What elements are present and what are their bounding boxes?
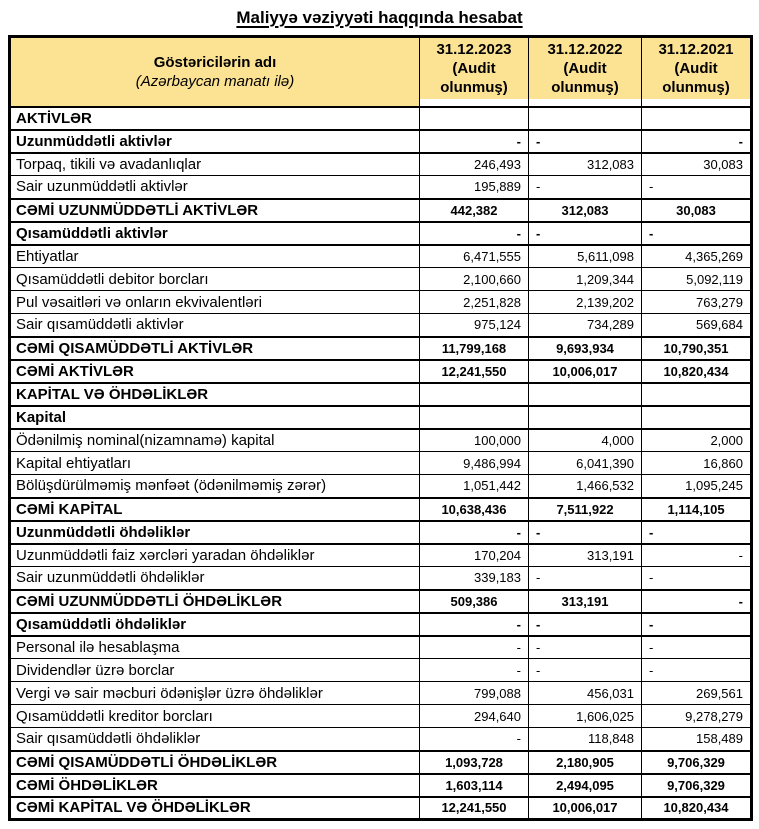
table-row	[10, 682, 752, 705]
row-label: CƏMİ UZUNMÜDDƏTLİ AKTİVLƏR	[10, 199, 420, 222]
table-row	[10, 475, 752, 498]
value-cell-2022: 313,191	[529, 590, 642, 613]
row-label: Sair uzunmüddətli aktivlər	[10, 176, 420, 199]
value-cell-2022	[529, 406, 642, 429]
row-label: CƏMİ QISAMÜDDƏTLİ ÖHDƏLİKLƏR	[10, 751, 420, 774]
header-indicator-label: Göstəricilərin adı	[153, 53, 277, 71]
value-cell-2022: -	[529, 636, 642, 659]
table-row	[10, 268, 752, 291]
value-cell-2023: 12,241,550	[420, 797, 529, 820]
value-cell-2021: 9,278,279	[642, 705, 752, 728]
value-cell-2023: -	[420, 636, 529, 659]
value-cell-2023: -	[420, 659, 529, 682]
row-label: Vergi və sair məcburi ödənişlər üzrə öhdəliklər	[10, 682, 420, 705]
financial-statement-page	[0, 7, 759, 829]
value-cell-2022: 734,289	[529, 314, 642, 337]
table-row	[10, 567, 752, 590]
value-cell-2022: 312,083	[529, 153, 642, 176]
value-cell-2021: -	[642, 567, 752, 590]
header-cell-2021-box	[642, 38, 750, 99]
value-cell-2023: 442,382	[420, 199, 529, 222]
row-label: CƏMİ AKTİVLƏR	[10, 360, 420, 383]
table-row	[10, 728, 752, 751]
value-cell-2023: 294,640	[420, 705, 529, 728]
header-note-2022: (Audit olunmuş)	[551, 60, 619, 96]
table-row	[10, 498, 752, 521]
table-row	[10, 590, 752, 613]
value-cell-2021: 10,820,434	[642, 360, 752, 383]
value-cell-2023: 1,051,442	[420, 475, 529, 498]
table-row	[10, 199, 752, 222]
row-label: Personal ilə hesablaşma	[10, 636, 420, 659]
row-label: Torpaq, tikili və avadanlıqlar	[10, 153, 420, 176]
value-cell-2021: -	[642, 222, 752, 245]
header-date-2023: 31.12.2023	[436, 41, 512, 58]
value-cell-2021: 158,489	[642, 728, 752, 751]
value-cell-2022: 10,006,017	[529, 360, 642, 383]
table-row	[10, 797, 752, 820]
table-row	[10, 314, 752, 337]
value-cell-2022: 6,041,390	[529, 452, 642, 475]
value-cell-2021: 569,684	[642, 314, 752, 337]
value-cell-2021: 5,092,119	[642, 268, 752, 291]
value-cell-2023: 2,251,828	[420, 291, 529, 314]
table-header	[10, 37, 752, 107]
table-row	[10, 383, 752, 406]
value-cell-2021: -	[642, 544, 752, 567]
value-cell-2022	[529, 383, 642, 406]
table-row	[10, 751, 752, 774]
value-cell-2022: 5,611,098	[529, 245, 642, 268]
value-cell-2023: 6,471,555	[420, 245, 529, 268]
table-row	[10, 636, 752, 659]
value-cell-2022	[529, 107, 642, 130]
row-label: Pul vəsaitləri və onların ekvivalentləri	[10, 291, 420, 314]
value-cell-2021	[642, 383, 752, 406]
value-cell-2022: -	[529, 659, 642, 682]
header-cell-2023	[420, 37, 529, 107]
row-label: Qısamüddətli debitor borcları	[10, 268, 420, 291]
table-row	[10, 452, 752, 475]
value-cell-2023: 339,183	[420, 567, 529, 590]
value-cell-2022: 7,511,922	[529, 498, 642, 521]
row-label: Sair qısamüddətli aktivlər	[10, 314, 420, 337]
value-cell-2021: 4,365,269	[642, 245, 752, 268]
row-label: Ödənilmiş nominal(nizamnamə) kapital	[10, 429, 420, 452]
header-date-2022: 31.12.2022	[547, 41, 623, 58]
value-cell-2022: 4,000	[529, 429, 642, 452]
value-cell-2023: 2,100,660	[420, 268, 529, 291]
table-row	[10, 245, 752, 268]
table-row	[10, 429, 752, 452]
table-row	[10, 360, 752, 383]
header-cell-2021	[642, 37, 752, 107]
header-note-2021: (Audit olunmuş)	[662, 60, 730, 96]
value-cell-2021: -	[642, 176, 752, 199]
table-row	[10, 659, 752, 682]
row-label: Uzunmüddətli öhdəliklər	[10, 521, 420, 544]
header-cell-2022	[529, 37, 642, 107]
value-cell-2021	[642, 406, 752, 429]
table-row	[10, 337, 752, 360]
value-cell-2022: 313,191	[529, 544, 642, 567]
row-label: Uzunmüddətli faiz xərcləri yaradan öhdəliklər	[10, 544, 420, 567]
document-title: Maliyyə vəziyyəti haqqında hesabat	[236, 8, 523, 27]
value-cell-2023: -	[420, 728, 529, 751]
value-cell-2023: 11,799,168	[420, 337, 529, 360]
table-row	[10, 107, 752, 130]
value-cell-2022: 1,209,344	[529, 268, 642, 291]
value-cell-2022: 456,031	[529, 682, 642, 705]
row-label: Uzunmüddətli aktivlər	[10, 130, 420, 153]
value-cell-2023: -	[420, 130, 529, 153]
row-label: CƏMİ KAPİTAL	[10, 498, 420, 521]
row-label: Sair qısamüddətli öhdəliklər	[10, 728, 420, 751]
row-label: Dividendlər üzrə borclar	[10, 659, 420, 682]
value-cell-2023: 975,124	[420, 314, 529, 337]
value-cell-2021: 269,561	[642, 682, 752, 705]
row-label: Kapital	[10, 406, 420, 429]
value-cell-2021: -	[642, 613, 752, 636]
value-cell-2021: 763,279	[642, 291, 752, 314]
value-cell-2021: 10,790,351	[642, 337, 752, 360]
value-cell-2023: 100,000	[420, 429, 529, 452]
value-cell-2021: -	[642, 130, 752, 153]
header-note-2023: (Audit olunmuş)	[440, 60, 508, 96]
row-label: Kapital ehtiyatları	[10, 452, 420, 475]
table-row	[10, 176, 752, 199]
header-cell-indicator-name	[10, 37, 420, 107]
value-cell-2023: 1,603,114	[420, 774, 529, 797]
row-label: Bölüşdürülməmiş mənfəət (ödənilməmiş zərər)	[10, 475, 420, 498]
value-cell-2022: 2,139,202	[529, 291, 642, 314]
value-cell-2022: -	[529, 521, 642, 544]
value-cell-2023: -	[420, 521, 529, 544]
row-label: Sair uzunmüddətli öhdəliklər	[10, 567, 420, 590]
row-label: CƏMİ KAPİTAL VƏ ÖHDƏLİKLƏR	[10, 797, 420, 820]
table-row	[10, 130, 752, 153]
table-row	[10, 705, 752, 728]
value-cell-2021	[642, 107, 752, 130]
value-cell-2023	[420, 383, 529, 406]
header-date-2021: 31.12.2021	[658, 41, 734, 58]
table-row	[10, 222, 752, 245]
value-cell-2023: -	[420, 613, 529, 636]
row-label: CƏMİ QISAMÜDDƏTLİ AKTİVLƏR	[10, 337, 420, 360]
header-cell-2022-box	[529, 38, 641, 99]
row-label: AKTİVLƏR	[10, 107, 420, 130]
value-cell-2023: 1,093,728	[420, 751, 529, 774]
value-cell-2021: 9,706,329	[642, 774, 752, 797]
value-cell-2023: 799,088	[420, 682, 529, 705]
value-cell-2023: 170,204	[420, 544, 529, 567]
value-cell-2021: -	[642, 636, 752, 659]
value-cell-2022: 2,494,095	[529, 774, 642, 797]
table-row	[10, 153, 752, 176]
value-cell-2021: 30,083	[642, 199, 752, 222]
value-cell-2021: -	[642, 521, 752, 544]
value-cell-2023	[420, 107, 529, 130]
value-cell-2023: 12,241,550	[420, 360, 529, 383]
value-cell-2021: 30,083	[642, 153, 752, 176]
value-cell-2023: 195,889	[420, 176, 529, 199]
value-cell-2023: 509,386	[420, 590, 529, 613]
table-row	[10, 774, 752, 797]
value-cell-2023: 10,638,436	[420, 498, 529, 521]
table-row	[10, 291, 752, 314]
value-cell-2021: 9,706,329	[642, 751, 752, 774]
value-cell-2022: 1,606,025	[529, 705, 642, 728]
row-label: Qısamüddətli öhdəliklər	[10, 613, 420, 636]
value-cell-2022: -	[529, 176, 642, 199]
table-body	[10, 107, 752, 820]
value-cell-2021: -	[642, 590, 752, 613]
value-cell-2022: -	[529, 130, 642, 153]
table-row	[10, 406, 752, 429]
row-label: Qısamüddətli aktivlər	[10, 222, 420, 245]
row-label: Ehtiyatlar	[10, 245, 420, 268]
value-cell-2022: -	[529, 567, 642, 590]
table-row	[10, 613, 752, 636]
table-row	[10, 521, 752, 544]
header-currency-note: (Azərbaycan manatı ilə)	[135, 72, 295, 90]
financial-position-table	[8, 35, 753, 821]
row-label: Qısamüddətli kreditor borcları	[10, 705, 420, 728]
value-cell-2022: 9,693,934	[529, 337, 642, 360]
value-cell-2022: 2,180,905	[529, 751, 642, 774]
header-row	[10, 37, 752, 107]
value-cell-2022: 312,083	[529, 199, 642, 222]
value-cell-2023: -	[420, 222, 529, 245]
row-label: CƏMİ UZUNMÜDDƏTLİ ÖHDƏLİKLƏR	[10, 590, 420, 613]
value-cell-2022: -	[529, 613, 642, 636]
value-cell-2022: 1,466,532	[529, 475, 642, 498]
value-cell-2022: 10,006,017	[529, 797, 642, 820]
value-cell-2022: -	[529, 222, 642, 245]
table-row	[10, 544, 752, 567]
row-label: CƏMİ ÖHDƏLİKLƏR	[10, 774, 420, 797]
value-cell-2021: -	[642, 659, 752, 682]
value-cell-2021: 1,095,245	[642, 475, 752, 498]
value-cell-2021: 1,114,105	[642, 498, 752, 521]
row-label: KAPİTAL VƏ ÖHDƏLİKLƏR	[10, 383, 420, 406]
value-cell-2023: 246,493	[420, 153, 529, 176]
value-cell-2021: 10,820,434	[642, 797, 752, 820]
value-cell-2021: 2,000	[642, 429, 752, 452]
value-cell-2023	[420, 406, 529, 429]
value-cell-2023: 9,486,994	[420, 452, 529, 475]
value-cell-2022: 118,848	[529, 728, 642, 751]
header-cell-2023-box	[420, 38, 528, 99]
value-cell-2021: 16,860	[642, 452, 752, 475]
